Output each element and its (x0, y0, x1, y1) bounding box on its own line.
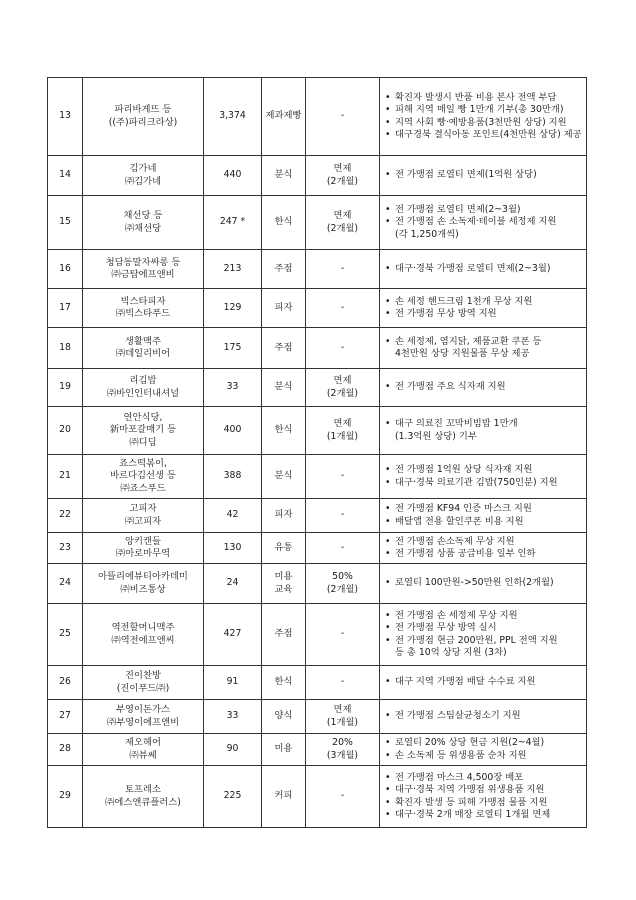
support-item (385, 737, 583, 750)
support-list (385, 464, 583, 489)
business-type (262, 156, 306, 196)
row-number: 15 (48, 196, 83, 250)
store-count: 3,374 (204, 78, 262, 156)
royalty-reduction (306, 369, 380, 407)
support-list (385, 204, 583, 242)
brand-name-line: ((주)파리크라상) (108, 116, 178, 128)
business-type (262, 289, 306, 328)
support-list (385, 577, 583, 590)
store-count: 440 (204, 156, 262, 196)
brand-name-line: 리김밥 (129, 375, 157, 386)
support-item (385, 216, 583, 241)
royalty-reduction-line: (1개월) (326, 430, 359, 442)
brand-name-line: 토프레소 (125, 784, 161, 795)
support-item (385, 503, 583, 516)
business-type-line: 피자 (274, 301, 293, 313)
brand-name-line: ㈜금탑에프앤비 (111, 269, 175, 280)
table-row (48, 196, 587, 250)
business-type-line: 한식 (274, 216, 293, 228)
brand-name-line: 죠스떡볶이, (119, 457, 167, 469)
business-type-line: 유통 (274, 541, 293, 553)
business-type-line: 미용 (274, 571, 293, 582)
brand-name (83, 196, 204, 250)
royalty-reduction: - (306, 455, 380, 499)
brand-name-line: 빅스타피자 (120, 295, 166, 307)
support-item (385, 772, 583, 785)
business-type-line: 제과제빵 (265, 110, 302, 122)
business-type-line: 분식 (274, 470, 293, 482)
business-type (262, 369, 306, 407)
support-details (380, 289, 587, 328)
business-type (262, 196, 306, 250)
row-number: 24 (48, 564, 83, 604)
support-details (380, 156, 587, 196)
business-type (262, 666, 306, 700)
business-type-line: 한식 (274, 424, 293, 436)
row-number: 27 (48, 700, 83, 734)
table-row (48, 78, 587, 156)
business-type (262, 499, 306, 533)
row-number: 22 (48, 499, 83, 533)
brand-name-line: 新마포갈매기 등 (109, 424, 177, 436)
brand-name (83, 328, 204, 369)
brand-name-line: 아뜰리에뷰티아카데미 (98, 571, 188, 582)
brand-name-line: 앙키캔들 (125, 535, 161, 547)
royalty-reduction: - (306, 328, 380, 369)
support-list (385, 169, 583, 182)
royalty-reduction (306, 564, 380, 604)
royalty-reduction-line: 면제 (333, 418, 352, 429)
support-item-line: • 확진자 발생시 반품 비용 본사 전액 부담 (395, 91, 557, 103)
brand-name-line: ㈜아로마무역 (115, 548, 171, 559)
royalty-reduction-line: 면제 (333, 210, 352, 221)
support-item-line: • 배달앱 전용 할인쿠폰 비용 지원 (395, 515, 524, 527)
brand-name (83, 78, 204, 156)
royalty-reduction: - (306, 604, 380, 666)
support-item (385, 635, 583, 660)
table-row (48, 328, 587, 369)
brand-name-line: 채선당 등 (123, 210, 163, 221)
royalty-reduction: - (306, 289, 380, 328)
support-item-line: • 대구경북 결식아동 포인트(4천만원 상당) 제공 (395, 129, 582, 140)
support-item (385, 797, 583, 810)
support-item-line: • 대구·경북 2개 매장 로열티 1개월 면제 (395, 809, 551, 820)
row-number: 14 (48, 156, 83, 196)
royalty-reduction (306, 156, 380, 196)
brand-name (83, 499, 204, 533)
support-item (385, 610, 583, 623)
table-row (48, 564, 587, 604)
store-count: 225 (204, 766, 262, 828)
business-type-line: 주점 (274, 262, 293, 274)
brand-name-line: ㈜죠스푸드 (120, 482, 166, 494)
support-list (385, 610, 583, 660)
royalty-reduction: - (306, 78, 380, 156)
support-item-line: • 확진자 발생 등 피해 가맹점 물품 지원 (395, 796, 548, 808)
store-count: 130 (204, 533, 262, 564)
brand-name (83, 564, 204, 604)
brand-name-line: ㈜뷰쎄 (129, 749, 157, 761)
business-type-line: 피자 (274, 509, 293, 521)
row-number: 25 (48, 604, 83, 666)
brand-name-line: ㈜에스앤큐플러스) (105, 796, 181, 808)
business-type (262, 734, 306, 766)
royalty-reduction (306, 196, 380, 250)
support-item-line: • 전 가맹점 손소독제 무상 지원 (395, 535, 515, 547)
support-item (385, 622, 583, 635)
row-number: 28 (48, 734, 83, 766)
support-details (380, 369, 587, 407)
support-item-line: • 피해 지역 매일 빵 1만개 기부(총 30만개) (395, 104, 564, 115)
royalty-reduction-line: (2개월) (326, 583, 359, 595)
brand-name-line: ㈜바인인터내셔널 (106, 387, 180, 399)
business-type (262, 455, 306, 499)
business-type (262, 250, 306, 289)
support-list (385, 676, 583, 689)
support-item-line: • 손 세정제, 염지닭, 제품교환 쿠폰 등 (395, 335, 542, 347)
royalty-reduction-line: 20% (332, 737, 353, 748)
support-list (385, 263, 583, 276)
brand-name-line: ㈜채선당 (124, 222, 162, 234)
support-item (385, 336, 583, 361)
support-item-line: • 전 가맹점 주요 식자재 지원 (395, 381, 506, 393)
brand-name (83, 369, 204, 407)
support-item-line: • 전 가맹점 로열티 면제(1억원 상당) (395, 169, 537, 181)
support-list (385, 381, 583, 394)
brand-name-line: ㈜데일리비어 (115, 348, 171, 359)
business-type (262, 564, 306, 604)
brand-name-line: 부영이돈가스 (116, 704, 170, 715)
brand-name (83, 156, 204, 196)
brand-name-line: ㈜디딤 (129, 436, 157, 448)
brand-name-line: 바르다김선생 등 (110, 470, 176, 482)
store-count: 24 (204, 564, 262, 604)
business-type (262, 766, 306, 828)
support-item-line: • 전 가맹점 무상 방역 지원 (395, 308, 497, 319)
business-type (262, 78, 306, 156)
support-item-line: • 대구·경북 지역 가맹점 위생용품 지원 (395, 784, 545, 795)
business-type-line: 분식 (274, 169, 293, 181)
support-item (385, 92, 583, 105)
business-type (262, 700, 306, 734)
royalty-reduction-line: (2개월) (326, 387, 359, 399)
store-count: 388 (204, 455, 262, 499)
table-row (48, 533, 587, 564)
royalty-reduction (306, 407, 380, 455)
royalty-reduction-line: 면제 (333, 375, 352, 386)
business-type-line: 주점 (274, 341, 293, 353)
business-type-line: 주점 (274, 628, 293, 640)
support-item (385, 536, 583, 549)
store-count: 175 (204, 328, 262, 369)
brand-name-line: ㈜고피자 (124, 515, 162, 527)
brand-name (83, 407, 204, 455)
business-type-line: 분식 (274, 381, 293, 393)
store-count: 33 (204, 700, 262, 734)
royalty-reduction: - (306, 533, 380, 564)
support-list (385, 503, 583, 528)
support-item (385, 516, 583, 529)
row-number: 18 (48, 328, 83, 369)
table-body (48, 78, 587, 828)
business-type (262, 407, 306, 455)
table-row (48, 766, 587, 828)
support-list (385, 710, 583, 723)
support-item (385, 548, 583, 561)
support-item-line: • 손 소독제 등 위생용품 순차 지원 (395, 749, 527, 761)
brand-name-line: ㈜비즈통상 (120, 583, 166, 595)
franchise-support-table (47, 77, 587, 828)
brand-name (83, 666, 204, 700)
support-details (380, 196, 587, 250)
brand-name (83, 734, 204, 766)
support-item (385, 117, 583, 130)
brand-name-line: 파리바게뜨 등 (114, 104, 172, 115)
row-number: 19 (48, 369, 83, 407)
royalty-reduction-line: (1개월) (326, 716, 359, 728)
row-number: 13 (48, 78, 83, 156)
royalty-reduction-line: (2개월) (326, 222, 359, 234)
table-row (48, 369, 587, 407)
table-row (48, 289, 587, 328)
support-details (380, 604, 587, 666)
support-details (380, 666, 587, 700)
support-details (380, 250, 587, 289)
business-type (262, 328, 306, 369)
royalty-reduction-line: (2개월) (326, 175, 359, 187)
store-count: 400 (204, 407, 262, 455)
table-row (48, 499, 587, 533)
support-item-line: • 로열티 20% 상당 현금 지원(2~4월) (395, 737, 545, 748)
table-row (48, 604, 587, 666)
brand-name (83, 700, 204, 734)
row-number: 29 (48, 766, 83, 828)
business-type-line: 한식 (274, 676, 293, 688)
support-details (380, 407, 587, 455)
brand-name-line: ㈜역전에프앤씨 (111, 634, 175, 646)
royalty-reduction: - (306, 250, 380, 289)
support-list (385, 92, 583, 142)
store-count: 33 (204, 369, 262, 407)
row-number: 16 (48, 250, 83, 289)
brand-name-line: ㈜빅스타푸드 (115, 308, 171, 319)
support-item-line: • 전 가맹점 상품 공급비용 일부 인하 (395, 548, 536, 559)
royalty-reduction-line: 면제 (333, 163, 352, 174)
support-list (385, 772, 583, 822)
support-item-line: 등 총 10억 상당 지원 (3차) (395, 647, 507, 658)
support-list (385, 296, 583, 321)
store-count: 213 (204, 250, 262, 289)
royalty-reduction (306, 700, 380, 734)
store-count: 247 * (204, 196, 262, 250)
table-row (48, 734, 587, 766)
support-list (385, 336, 583, 361)
support-item-line: • 손 세정 핸드크림 1천개 무상 지원 (395, 295, 533, 307)
table-row (48, 156, 587, 196)
table-row (48, 407, 587, 455)
support-item-line: • 전 가맹점 마스크 4,500장 배포 (395, 771, 524, 783)
support-item-line: • 로열티 100만원->50만원 인하(2개월) (395, 577, 554, 589)
support-details (380, 328, 587, 369)
support-item-line: • 전 가맹점 KF94 인증 마스크 지원 (395, 503, 532, 514)
support-details (380, 766, 587, 828)
table-row (48, 666, 587, 700)
support-item-line: (1.3억원 상당) 기부 (395, 430, 477, 442)
royalty-reduction-line: 면제 (333, 704, 352, 715)
row-number: 20 (48, 407, 83, 455)
row-number: 23 (48, 533, 83, 564)
store-count: 129 (204, 289, 262, 328)
support-list (385, 536, 583, 561)
brand-name (83, 289, 204, 328)
brand-name-line: ㈜부영이에프앤비 (106, 716, 180, 728)
row-number: 21 (48, 455, 83, 499)
brand-name (83, 533, 204, 564)
brand-name-line: 김가네 (129, 163, 157, 174)
support-item (385, 710, 583, 723)
support-details (380, 78, 587, 156)
support-item (385, 381, 583, 394)
store-count: 91 (204, 666, 262, 700)
support-list (385, 737, 583, 762)
brand-name (83, 604, 204, 666)
brand-name (83, 455, 204, 499)
support-item (385, 464, 583, 477)
business-type-line: 교육 (274, 583, 293, 595)
royalty-reduction-line: (3개월) (326, 749, 359, 761)
brand-name-line: 제오헤어 (125, 737, 161, 748)
brand-name-line: 생활맥주 (125, 335, 161, 347)
support-details (380, 455, 587, 499)
support-item-line: • 대구·경북 의료기관 김밥(750인분) 지원 (395, 476, 558, 488)
support-item-line: • 대구 지역 가맹점 배달 수수료 지원 (395, 676, 536, 688)
store-count: 427 (204, 604, 262, 666)
row-number: 26 (48, 666, 83, 700)
support-details (380, 533, 587, 564)
support-details (380, 700, 587, 734)
royalty-reduction: - (306, 766, 380, 828)
support-item (385, 477, 583, 490)
support-item-line: • 대구·경북 가맹점 로열티 면제(2~3월) (395, 262, 551, 274)
royalty-reduction: - (306, 666, 380, 700)
royalty-reduction (306, 734, 380, 766)
brand-name-line: (진이푸드㈜) (116, 682, 170, 694)
business-type (262, 533, 306, 564)
support-item (385, 296, 583, 309)
support-item-line: • 전 가맹점 현금 200만원, PPL 전액 지원 (395, 634, 558, 646)
brand-name-line: 역전할머니맥주 (111, 622, 175, 633)
brand-name-line: 연안식당, (123, 411, 163, 423)
support-item (385, 308, 583, 321)
support-item-line: 4천만원 상당 지원물품 무상 제공 (395, 348, 530, 359)
support-item-line: (각 1,250개씩) (395, 228, 459, 240)
brand-name-line: 청담동말자싸롱 등 (105, 256, 181, 268)
business-type-line: 양식 (274, 710, 293, 722)
brand-name (83, 250, 204, 289)
royalty-reduction-line: 50% (332, 571, 353, 582)
support-item (385, 577, 583, 590)
support-details (380, 734, 587, 766)
support-item (385, 104, 583, 117)
business-type (262, 604, 306, 666)
support-details (380, 564, 587, 604)
table-row (48, 455, 587, 499)
brand-name (83, 766, 204, 828)
support-item (385, 809, 583, 822)
support-item-line: • 지역 사회 빵·예방용품(3천만원 상당) 지원 (395, 116, 567, 128)
store-count: 42 (204, 499, 262, 533)
support-item (385, 676, 583, 689)
brand-name-line: 진이찬방 (125, 670, 161, 681)
royalty-reduction: - (306, 499, 380, 533)
support-item (385, 418, 583, 443)
support-item (385, 169, 583, 182)
support-item-line: • 전 가맹점 손 세정제 무상 지원 (395, 609, 518, 621)
business-type-line: 미용 (274, 743, 293, 755)
support-list (385, 418, 583, 443)
support-details (380, 499, 587, 533)
support-item-line: • 전 가맹점 1억원 상당 식자재 지원 (395, 464, 533, 475)
brand-name-line: ㈜김가네 (124, 175, 162, 187)
row-number: 17 (48, 289, 83, 328)
table-row (48, 250, 587, 289)
support-item-line: • 대구 의료진 꼬막비빔밥 1만개 (395, 418, 518, 429)
brand-name-line: 고피자 (129, 503, 157, 514)
support-item-line: • 전 가맹점 손 소독제·테이블 세정제 지원 (395, 216, 557, 228)
store-count: 90 (204, 734, 262, 766)
support-item-line: • 전 가맹점 스팀살균청소기 지원 (395, 710, 521, 722)
table-row (48, 700, 587, 734)
support-item (385, 750, 583, 763)
business-type-line: 커피 (274, 790, 293, 802)
support-item (385, 263, 583, 276)
support-item-line: • 전 가맹점 무상 방역 실시 (395, 622, 497, 633)
support-item (385, 784, 583, 797)
support-item (385, 129, 583, 142)
support-item-line: • 전 가맹점 로열티 면제(2~3월) (395, 203, 521, 215)
support-item (385, 204, 583, 217)
